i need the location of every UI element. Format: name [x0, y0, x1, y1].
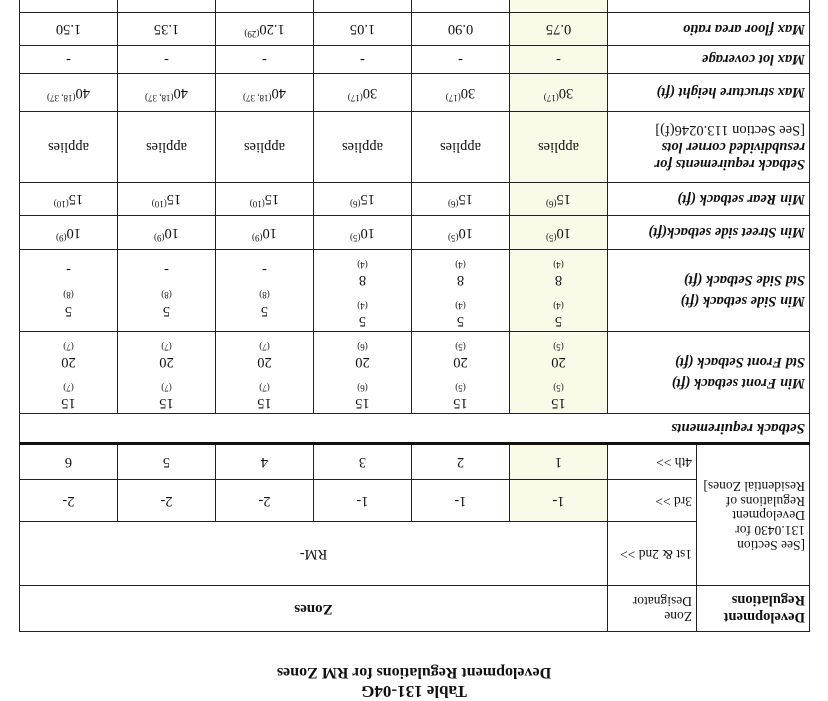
table-title: Development Regulations for RM Zones: [276, 664, 552, 681]
value-stack: [20, 332, 117, 413]
cell-value: 15: [458, 191, 473, 208]
zone-designator-header: Zone Designator: [608, 586, 697, 632]
street-side-setback-value: [20, 215, 118, 249]
cell-value: 10: [556, 224, 571, 241]
value-stack: [20, 260, 117, 321]
cell-value: 5: [260, 302, 269, 319]
fourth-value: 3: [314, 444, 412, 480]
footnote-ref: (6): [448, 198, 459, 209]
zone-prefix: RM-: [20, 522, 608, 586]
value-stack: [314, 250, 411, 331]
street-side-setback-value: [216, 215, 314, 249]
footnote-ref: (6): [546, 198, 557, 209]
value-primary: [314, 290, 411, 331]
max-structure-height-value: [510, 73, 608, 111]
cell-value: 20: [551, 354, 566, 371]
value-stack: [412, 332, 509, 413]
cell-value: 5: [64, 302, 73, 319]
rear-setback-value: [412, 182, 510, 215]
resubdivided-corner-lots-value: applies: [412, 111, 510, 182]
footnote-ref: (10): [151, 198, 167, 209]
third-value: 1-: [314, 480, 412, 522]
third-value: 1-: [510, 480, 608, 522]
cell-value: 15: [264, 191, 280, 208]
max-floor-area-ratio-label: [608, 12, 810, 45]
residential-regulations-note: [See Section 131.0430 for Development Regulations of Residential Zones]: [697, 444, 810, 586]
cell-value: 40: [75, 84, 90, 101]
max-floor-area-ratio-value: [412, 12, 510, 45]
value-stack: [412, 250, 509, 331]
row-label: [608, 331, 810, 413]
fourth-value: 1: [510, 444, 608, 480]
third-row: [20, 480, 810, 522]
footnote-ref: (8): [63, 290, 74, 301]
footnote-ref: (6): [357, 382, 368, 393]
table-row: [20, 111, 810, 182]
footnote-ref: (9): [56, 232, 67, 243]
third-value: 2-: [20, 480, 118, 522]
footnote-ref: (6): [357, 341, 368, 352]
cell-value: 15: [68, 191, 84, 208]
cell-value: 10: [458, 224, 473, 241]
street-side-setback-value: [314, 215, 412, 249]
cell-value: 10: [262, 224, 277, 241]
max-structure-height-label: [608, 73, 810, 111]
max-lot-coverage-value: -: [314, 45, 412, 73]
footnote-ref: (7): [63, 382, 74, 393]
value-cell: [118, 331, 216, 413]
max-structure-height-value: [412, 73, 510, 111]
header-row: [20, 586, 810, 632]
value-standard: [20, 332, 117, 373]
cell-value: -: [262, 262, 267, 279]
table-number: Table 131-04G: [361, 682, 467, 701]
cell-value: 10: [66, 224, 81, 241]
footnote-ref: (5): [553, 382, 564, 393]
footnote-ref: (4): [455, 300, 466, 311]
cell-value: 8: [554, 272, 563, 289]
table-row: [20, 12, 810, 45]
footnote-ref: (5): [553, 341, 564, 352]
value-standard: [510, 332, 607, 373]
footnote-ref: (9): [252, 232, 263, 243]
value-cell: [412, 249, 510, 331]
cell-value: 15: [159, 395, 174, 411]
max-lot-coverage-value: -: [216, 45, 314, 73]
footnote-ref: (6): [350, 198, 361, 209]
third-value: 2-: [216, 480, 314, 522]
fourth-value: 6: [20, 444, 118, 480]
first-second-row: [20, 522, 810, 586]
value-standard: [412, 332, 509, 373]
footnote-ref: (5): [546, 232, 557, 243]
street-side-setback-value: [412, 215, 510, 249]
row-label-stack: [612, 270, 805, 311]
row-label-primary: Min Side setback (ft): [680, 292, 805, 309]
cell-value: 5: [162, 302, 171, 319]
max-structure-height-value: [314, 73, 412, 111]
row-label-text: Setback requirements for resubdivided corner lots: [654, 138, 805, 172]
street-side-setback-value: [510, 215, 608, 249]
table-row: [20, 331, 810, 413]
street-side-setback-label: [608, 215, 810, 249]
footnote-ref: (10): [249, 198, 265, 209]
value-standard: [314, 250, 411, 291]
cell-value: 1.35: [153, 21, 180, 38]
value-primary: [510, 372, 607, 413]
cell-value: 10: [164, 224, 179, 241]
value-primary: [412, 372, 509, 413]
resubdivided-corner-lots-label: [608, 111, 810, 182]
row-note: [See Section 113.0246(f)]: [655, 122, 805, 139]
cell-value: 15: [556, 191, 571, 208]
regulations-table: [19, 0, 810, 632]
resubdivided-corner-lots-value: applies: [118, 111, 216, 182]
value-standard: [216, 332, 313, 373]
footnote-ref: (4): [357, 259, 368, 270]
row-label-text: Max lot coverage: [701, 51, 805, 68]
value-primary: [20, 372, 117, 413]
cell-value: 30: [362, 84, 378, 101]
table-row: [20, 249, 810, 331]
value-primary: [314, 372, 411, 413]
value-stack: [510, 250, 607, 331]
footnote-ref: (18, 37): [243, 92, 272, 103]
caption: [0, 663, 828, 701]
fourth-label: 4th >>: [608, 444, 697, 480]
max-structure-height-value: [216, 73, 314, 111]
value-cell: [510, 331, 608, 413]
rear-setback-value: [118, 182, 216, 215]
max-floor-area-ratio-value: [510, 12, 608, 45]
accessory-uses-value: [314, 0, 412, 12]
rear-setback-value: [20, 182, 118, 215]
value-cell: [20, 331, 118, 413]
accessory-uses-label: [608, 0, 810, 12]
footnote-ref: (5): [448, 232, 459, 243]
table-row: [20, 215, 810, 249]
footnote-ref: (17): [543, 92, 559, 103]
max-lot-coverage-label: [608, 45, 810, 73]
footnote-ref: (29): [244, 28, 260, 39]
value-primary: [118, 372, 215, 413]
footnote-ref: (8): [259, 290, 270, 301]
cell-value: 5: [554, 312, 563, 329]
value-cell: [216, 331, 314, 413]
row-label-text: Min Rear setback (ft): [677, 190, 805, 207]
fourth-value: 2: [412, 444, 510, 480]
footnote-ref: (9): [154, 232, 165, 243]
value-primary: [20, 280, 117, 321]
third-value: 2-: [118, 480, 216, 522]
footnote-ref: (7): [161, 341, 172, 352]
table-row: [20, 182, 810, 215]
third-label: 3rd >>: [608, 480, 697, 522]
cell-value: 30: [460, 84, 476, 101]
max-floor-area-ratio-value: [314, 12, 412, 45]
footnote-ref: (8): [161, 290, 172, 301]
resubdivided-corner-lots-value: applies: [216, 111, 314, 182]
value-stack: [314, 332, 411, 413]
value-cell: [510, 249, 608, 331]
footnote-ref: (7): [259, 341, 270, 352]
cell-value: 20: [61, 354, 76, 371]
max-lot-coverage-value: -: [118, 45, 216, 73]
footnote-ref: (4): [553, 259, 564, 270]
row-label-text: Max structure height (ft): [656, 84, 805, 101]
footnote-ref: (4): [553, 300, 564, 311]
cell-value: 5: [358, 312, 367, 329]
cell-value: 15: [453, 395, 468, 411]
fourth-value: 5: [118, 444, 216, 480]
footnote-ref: (5): [455, 382, 466, 393]
cell-value: 15: [551, 395, 566, 411]
footnote-ref: (17): [347, 92, 363, 103]
cell-value: 20: [355, 354, 370, 371]
setback-section-label: Setback requirements: [20, 414, 810, 444]
cell-value: 15: [257, 395, 272, 411]
cell-value: 15: [61, 395, 76, 411]
max-lot-coverage-value: -: [510, 45, 608, 73]
cell-value: 30: [558, 84, 574, 101]
footnote-ref: (7): [161, 382, 172, 393]
row-label-standard: Std Front Setback (ft): [674, 354, 805, 371]
max-structure-height-value: [118, 73, 216, 111]
value-standard: [118, 260, 215, 280]
row-label-text: Min Street side setback(ft): [648, 224, 805, 241]
value-standard: [412, 250, 509, 291]
value-cell: [412, 331, 510, 413]
zones-header: Zones: [20, 586, 608, 632]
cell-value: 8: [456, 272, 465, 289]
accessory-uses-value: [20, 0, 118, 12]
cell-value: 15: [166, 191, 182, 208]
cell-value: 15: [360, 191, 375, 208]
row-label: [608, 249, 810, 331]
value-cell: [216, 249, 314, 331]
value-standard: [20, 260, 117, 280]
cell-value: 8: [358, 272, 367, 289]
value-standard: [216, 260, 313, 280]
accessory-uses-value: [412, 0, 510, 12]
table-row: [20, 45, 810, 73]
development-regulations-header: Development Regulations: [697, 586, 810, 632]
value-stack: [118, 332, 215, 413]
cell-value: 20: [453, 354, 468, 371]
first-second-label: 1st & 2nd >>: [608, 522, 697, 586]
fourth-value: 4: [216, 444, 314, 480]
cell-value: 1.05: [349, 21, 376, 38]
rear-setback-label: [608, 182, 810, 215]
value-primary: [412, 290, 509, 331]
footnote-ref: (10): [53, 198, 69, 209]
value-primary: [118, 280, 215, 321]
third-value: 1-: [412, 480, 510, 522]
value-stack: [118, 260, 215, 321]
accessory-uses-value: [510, 0, 608, 12]
cell-value: 1.50: [55, 21, 82, 38]
table-row: [20, 73, 810, 111]
cell-value: 10: [360, 224, 375, 241]
max-floor-area-ratio-value: [216, 12, 314, 45]
cell-value: 20: [257, 354, 272, 371]
value-stack: [216, 332, 313, 413]
footnote-ref: (4): [455, 259, 466, 270]
row-label-text: Max floor area ratio: [682, 20, 805, 37]
rear-setback-value: [510, 182, 608, 215]
accessory-uses-value: [118, 0, 216, 12]
value-cell: [118, 249, 216, 331]
section-row: [20, 414, 810, 444]
footnote-ref: (4): [357, 300, 368, 311]
value-cell: [20, 249, 118, 331]
row-label-standard: Std Side Setback (ft): [683, 272, 805, 289]
max-structure-height-value: [20, 73, 118, 111]
value-stack: [216, 260, 313, 321]
resubdivided-corner-lots-value: applies: [314, 111, 412, 182]
rear-setback-value: [314, 182, 412, 215]
cell-value: 5: [456, 312, 465, 329]
cell-value: 0.90: [447, 21, 474, 38]
max-lot-coverage-value: -: [20, 45, 118, 73]
max-lot-coverage-value: -: [412, 45, 510, 73]
cell-value: 40: [271, 84, 286, 101]
value-primary: [216, 280, 313, 321]
footnote-ref: (18, 37): [145, 92, 174, 103]
accessory-uses-value: [216, 0, 314, 12]
rear-setback-value: [216, 182, 314, 215]
value-standard: [314, 332, 411, 373]
cell-value: -: [66, 262, 71, 279]
value-stack: [510, 332, 607, 413]
value-primary: [216, 372, 313, 413]
footnote-ref: (5): [350, 232, 361, 243]
footnote-ref: (18, 37): [47, 92, 76, 103]
footnote-ref: (5): [455, 341, 466, 352]
cell-value: 20: [159, 354, 174, 371]
street-side-setback-value: [118, 215, 216, 249]
fourth-row: [20, 444, 810, 480]
cell-value: -: [164, 262, 169, 279]
cell-value: 0.75: [545, 21, 572, 38]
resubdivided-corner-lots-value: applies: [20, 111, 118, 182]
value-standard: [118, 332, 215, 373]
row-label-primary: Min Front setback (ft): [671, 374, 805, 391]
max-floor-area-ratio-value: [20, 12, 118, 45]
row-label-stack: [612, 352, 805, 393]
cell-value: 1.20: [259, 21, 285, 38]
value-primary: [510, 290, 607, 331]
max-floor-area-ratio-value: [118, 12, 216, 45]
footnote-ref: (7): [259, 382, 270, 393]
value-cell: [314, 331, 412, 413]
value-standard: [510, 250, 607, 291]
value-cell: [314, 249, 412, 331]
cell-value: 15: [355, 395, 370, 411]
footnote-ref: (17): [445, 92, 461, 103]
resubdivided-corner-lots-value: applies: [510, 111, 608, 182]
table-row: [20, 0, 810, 12]
footnote-ref: (7): [63, 341, 74, 352]
cell-value: 40: [173, 84, 188, 101]
